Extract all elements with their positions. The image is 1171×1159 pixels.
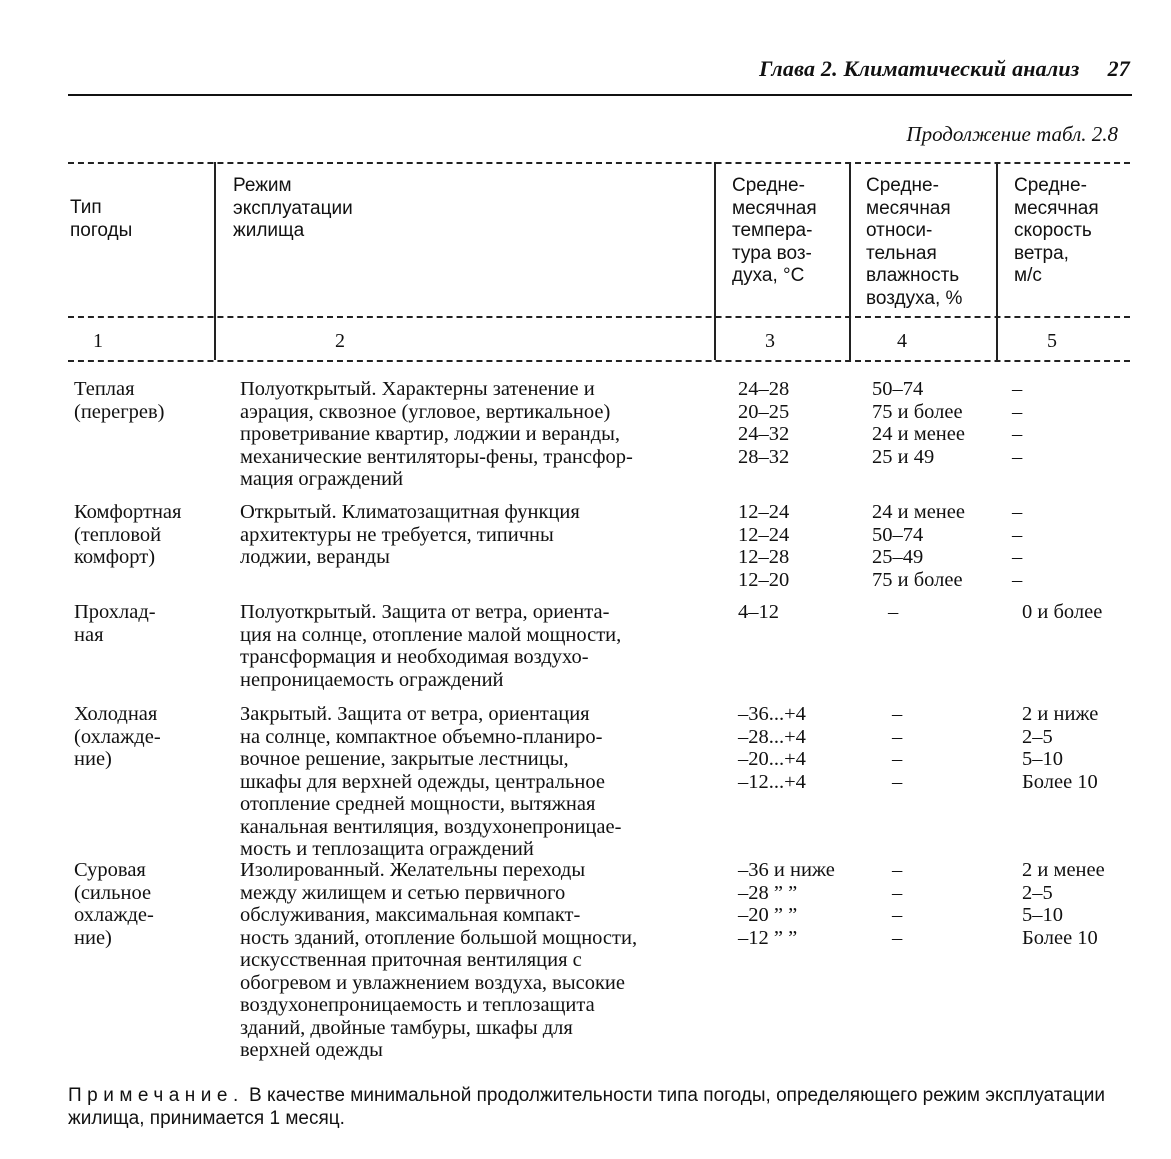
column-number: 2: [335, 330, 345, 352]
wind-value: –: [1012, 400, 1023, 423]
table-continuation-caption: Продолжение табл. 2.8: [906, 122, 1118, 146]
header-line: тельная: [866, 242, 937, 264]
humidity-value: –: [892, 748, 903, 770]
wind-value: 5–10: [1022, 748, 1063, 770]
header-wind-speed: [1014, 175, 1099, 288]
running-head: [68, 56, 1130, 82]
temperature-value: 12–20: [738, 568, 790, 591]
regime-line: отопление средней мощности, вытяжная: [240, 793, 596, 815]
header-line: духа, °С: [732, 265, 805, 286]
header-temperature: [732, 175, 817, 288]
regime-line: Полуоткрытый. Характерны затенение и: [240, 378, 595, 400]
header-line: м/с: [1014, 265, 1042, 286]
header-line: эксплуатации: [233, 197, 353, 219]
header-line: Тип: [70, 197, 102, 218]
header-line: воздуха, %: [866, 287, 963, 309]
wind-value: 0 и более: [1022, 601, 1103, 623]
temperature-value: –36...+4: [738, 703, 806, 725]
temperature-value: –28 ” ”: [738, 881, 798, 904]
temperature-value: –20...+4: [738, 748, 806, 770]
regime-line: обслуживания, максимальная компакт-: [240, 904, 581, 926]
weather-type-line: Комфортная: [74, 501, 182, 523]
temperature-cell: [738, 501, 868, 591]
temperature-value: 24–32: [738, 423, 790, 445]
column-number: 4: [897, 330, 907, 352]
temperature-value: –28...+4: [738, 725, 806, 748]
regime-line: мость и теплозащита ограждений: [240, 838, 534, 860]
humidity-value: –: [888, 601, 899, 623]
humidity-value: –: [892, 725, 903, 748]
regime-line: архитектуры не требуется, типичны: [240, 523, 554, 546]
wind-cell: [1012, 378, 1162, 468]
header-line: скорость: [1014, 220, 1092, 241]
header-line: влажность: [866, 265, 960, 286]
wind-cell: [1022, 703, 1171, 793]
column-divider: [849, 162, 851, 360]
chapter-title: Глава 2. Климатический анализ: [759, 56, 1080, 81]
temperature-value: 12–24: [738, 501, 790, 523]
wind-value: –: [1012, 546, 1023, 568]
weather-type-line: Суровая: [74, 859, 146, 881]
humidity-value: –: [892, 859, 903, 881]
header-line: относи-: [866, 220, 933, 241]
weather-type-cell: [74, 601, 224, 646]
header-line: ветра,: [1014, 242, 1069, 264]
regime-line: ность зданий, отопление большой мощности,: [240, 926, 638, 949]
header-humidity: [866, 175, 962, 310]
temperature-value: –20 ” ”: [738, 904, 798, 926]
weather-type-line: (тепловой: [74, 523, 162, 546]
wind-value: –: [1012, 378, 1023, 400]
temperature-value: 20–25: [738, 400, 790, 423]
header-line: темпера-: [732, 220, 813, 241]
temperature-cell: [738, 703, 868, 793]
header-regime: [233, 175, 353, 243]
regime-line: воздухонепроницаемость и теплозащита: [240, 994, 595, 1016]
regime-line: вочное решение, закрытые лестницы,: [240, 748, 569, 770]
weather-type-line: (охлажде-: [74, 725, 161, 748]
temperature-value: 12–24: [738, 523, 790, 546]
regime-cell: [240, 378, 718, 491]
weather-type-line: охлажде-: [74, 904, 154, 926]
temperature-value: –12...+4: [738, 770, 806, 793]
weather-type-cell: [74, 501, 224, 569]
header-line: месячная: [1014, 197, 1099, 219]
header-line: жилища: [233, 220, 305, 241]
wind-value: –: [1012, 523, 1023, 546]
wind-cell: [1022, 601, 1171, 624]
humidity-value: 24 и менее: [872, 423, 965, 445]
temperature-cell: [738, 859, 868, 949]
humidity-value: –: [892, 770, 903, 793]
temperature-cell: [738, 378, 868, 468]
humidity-value: –: [892, 703, 903, 725]
wind-value: Более 10: [1022, 926, 1098, 949]
regime-line: искусственная приточная вентиляция с: [240, 949, 582, 971]
temperature-value: 28–32: [738, 445, 790, 468]
regime-line: мация ограждений: [240, 468, 404, 490]
regime-cell: [240, 501, 718, 569]
regime-line: трансформация и необходимая воздухо-: [240, 646, 589, 668]
weather-type-line: Теплая: [74, 378, 135, 400]
wind-value: 2–5: [1022, 725, 1053, 748]
regime-line: Изолированный. Желательны переходы: [240, 859, 586, 881]
regime-cell: [240, 601, 718, 691]
regime-line: непроницаемость ограждений: [240, 668, 504, 691]
weather-type-line: Холодная: [74, 703, 158, 725]
regime-line: между жилищем и сетью первичного: [240, 881, 566, 904]
page-number: 27: [1107, 56, 1130, 81]
table-note: [68, 1084, 1138, 1130]
regime-line: механические вентиляторы-фены, трансфор-: [240, 445, 633, 468]
wind-cell: [1012, 501, 1162, 591]
weather-type-cell: [74, 859, 224, 949]
regime-line: проветривание квартир, лоджии и веранды,: [240, 423, 621, 445]
header-line: Средне-: [866, 175, 939, 196]
header-line: Средне-: [1014, 175, 1087, 196]
regime-line: зданий, двойные тамбуры, шкафы для: [240, 1016, 573, 1039]
temperature-cell: [738, 601, 868, 624]
weather-type-line: ная: [74, 623, 104, 646]
wind-value: 2 и менее: [1022, 859, 1105, 881]
regime-line: Полуоткрытый. Защита от ветра, ориента-: [240, 601, 610, 623]
header-line: тура воз-: [732, 242, 812, 264]
wind-value: Более 10: [1022, 770, 1098, 793]
numbers-bottom-rule: [68, 360, 1130, 362]
humidity-value: –: [892, 881, 903, 904]
wind-value: 2–5: [1022, 881, 1053, 904]
regime-line: обогревом и увлажнением воздуха, высокие: [240, 971, 625, 994]
humidity-cell: [888, 601, 1018, 624]
wind-value: –: [1012, 568, 1023, 591]
humidity-value: 25–49: [872, 546, 924, 568]
humidity-cell: [872, 378, 1002, 468]
humidity-value: 75 и более: [872, 400, 963, 423]
humidity-cell: [892, 703, 1022, 793]
regime-line: аэрация, сквозное (угловое, вертикальное): [240, 400, 611, 423]
humidity-cell: [872, 501, 1002, 591]
humidity-value: –: [892, 926, 903, 949]
column-number: 3: [765, 330, 775, 352]
wind-cell: [1022, 859, 1171, 949]
humidity-value: 75 и более: [872, 568, 963, 591]
temperature-value: 4–12: [738, 601, 779, 623]
regime-line: Закрытый. Защита от ветра, ориентация: [240, 703, 590, 725]
regime-cell: [240, 703, 718, 861]
humidity-cell: [892, 859, 1022, 949]
header-weather-type: [70, 197, 132, 242]
regime-line: лоджии, веранды: [240, 546, 390, 568]
header-rule: [68, 94, 1132, 96]
regime-line: Открытый. Климатозащитная функция: [240, 501, 580, 523]
weather-type-line: комфорт): [74, 546, 156, 568]
wind-value: 2 и ниже: [1022, 703, 1099, 725]
weather-type-cell: [74, 703, 224, 771]
note-text: В качестве минимальной продолжительности типа погоды, определяющего режим эксплуатации жилища, принимается 1 месяц.: [68, 1085, 1105, 1129]
temperature-value: –36 и ниже: [738, 859, 835, 881]
temperature-value: 24–28: [738, 378, 790, 400]
header-line: месячная: [866, 197, 951, 219]
humidity-value: 25 и 49: [872, 445, 935, 468]
note-label: Примечание.: [68, 1085, 244, 1106]
column-number: 5: [1047, 330, 1057, 352]
regime-line: верхней одежды: [240, 1039, 383, 1061]
wind-value: –: [1012, 445, 1023, 468]
temperature-value: 12–28: [738, 546, 790, 568]
header-line: Средне-: [732, 175, 805, 196]
wind-value: 5–10: [1022, 904, 1063, 926]
regime-line: на солнце, компактное объемно-планиро-: [240, 725, 603, 748]
header-line: месячная: [732, 197, 817, 219]
humidity-value: 50–74: [872, 378, 924, 400]
weather-type-line: ние): [74, 926, 112, 949]
humidity-value: 24 и менее: [872, 501, 965, 523]
wind-value: –: [1012, 501, 1023, 523]
column-number: 1: [93, 330, 103, 352]
temperature-value: –12 ” ”: [738, 926, 798, 949]
regime-cell: [240, 859, 718, 1062]
header-bottom-rule: [68, 316, 1130, 318]
regime-line: ция на солнце, отопление малой мощности,: [240, 623, 622, 646]
wind-value: –: [1012, 423, 1023, 445]
humidity-value: –: [892, 904, 903, 926]
weather-type-line: (перегрев): [74, 400, 165, 423]
column-divider: [214, 162, 216, 360]
regime-line: канальная вентиляция, воздухонепроницае-: [240, 815, 622, 838]
weather-type-line: Прохлад-: [74, 601, 156, 623]
weather-type-cell: [74, 378, 224, 423]
table-top-rule: [68, 162, 1130, 164]
column-divider: [714, 162, 716, 360]
humidity-value: 50–74: [872, 523, 924, 546]
weather-type-line: (сильное: [74, 881, 152, 904]
header-line: Режим: [233, 175, 292, 196]
header-line: погоды: [70, 219, 133, 241]
weather-type-line: ние): [74, 748, 112, 770]
column-divider: [996, 162, 998, 360]
regime-line: шкафы для верхней одежды, центральное: [240, 770, 605, 793]
